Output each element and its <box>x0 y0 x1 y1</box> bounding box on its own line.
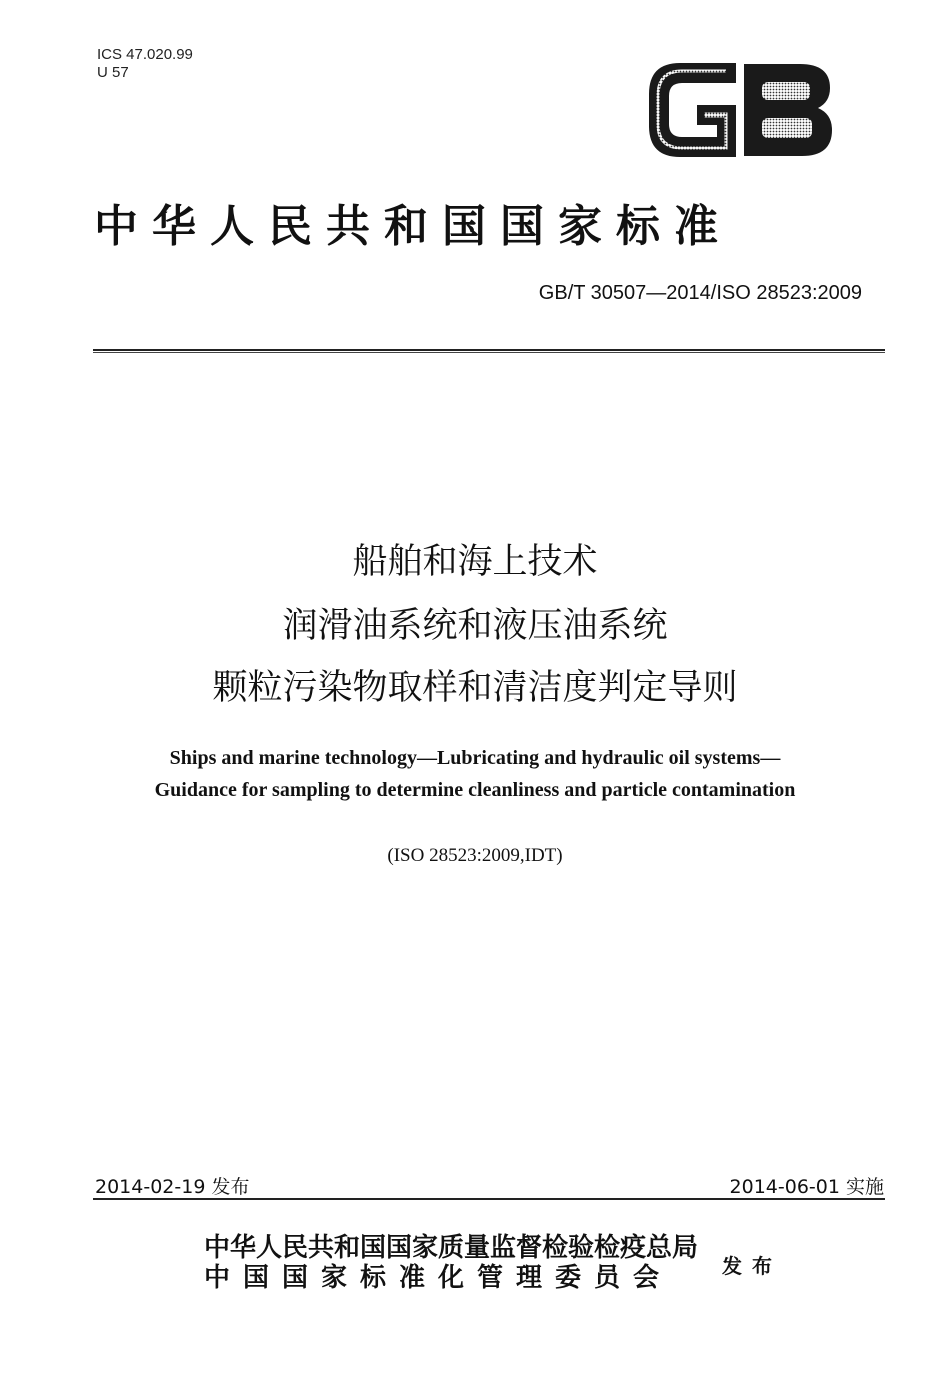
title-zh-line-3: 颗粒污染物取样和清洁度判定导则 <box>212 668 738 708</box>
classification-codes <box>97 46 193 82</box>
standard-number: GB/T 30507—2014/ISO 28523:2009 <box>538 282 862 304</box>
issue-date: 2014-02-19 发布 <box>95 1176 250 1198</box>
standard-category-title: 中华人民共和国国家标准 <box>94 201 732 252</box>
publish-label: 发布 <box>722 1254 782 1278</box>
title-en-line-1: Ships and marine technology—Lubricating and hydraulic oil systems— <box>169 747 781 769</box>
effective-date: 2014-06-01 实施 <box>729 1176 884 1198</box>
issuing-authorities <box>204 1233 698 1293</box>
gb-logo-graphic <box>640 58 840 162</box>
ics-code: ICS 47.020.99 <box>97 46 193 63</box>
title-zh-line-2: 润滑油系统和液压油系统 <box>282 606 668 646</box>
title-en-line-2: Guidance for sampling to determine cleanliness and particle contamination <box>154 779 796 801</box>
iso-reference: (ISO 28523:2009,IDT) <box>387 845 563 866</box>
footer-divider <box>93 1198 885 1200</box>
gb-logo <box>640 58 840 162</box>
ccs-code: U 57 <box>97 64 129 81</box>
title-zh-line-1: 船舶和海上技术 <box>352 542 598 582</box>
issuer-sac: 中国国家标准化管理委员会 <box>204 1263 673 1293</box>
issuer-aqsiq: 中华人民共和国国家质量监督检验检疫总局 <box>204 1233 699 1263</box>
header-divider <box>93 349 885 353</box>
